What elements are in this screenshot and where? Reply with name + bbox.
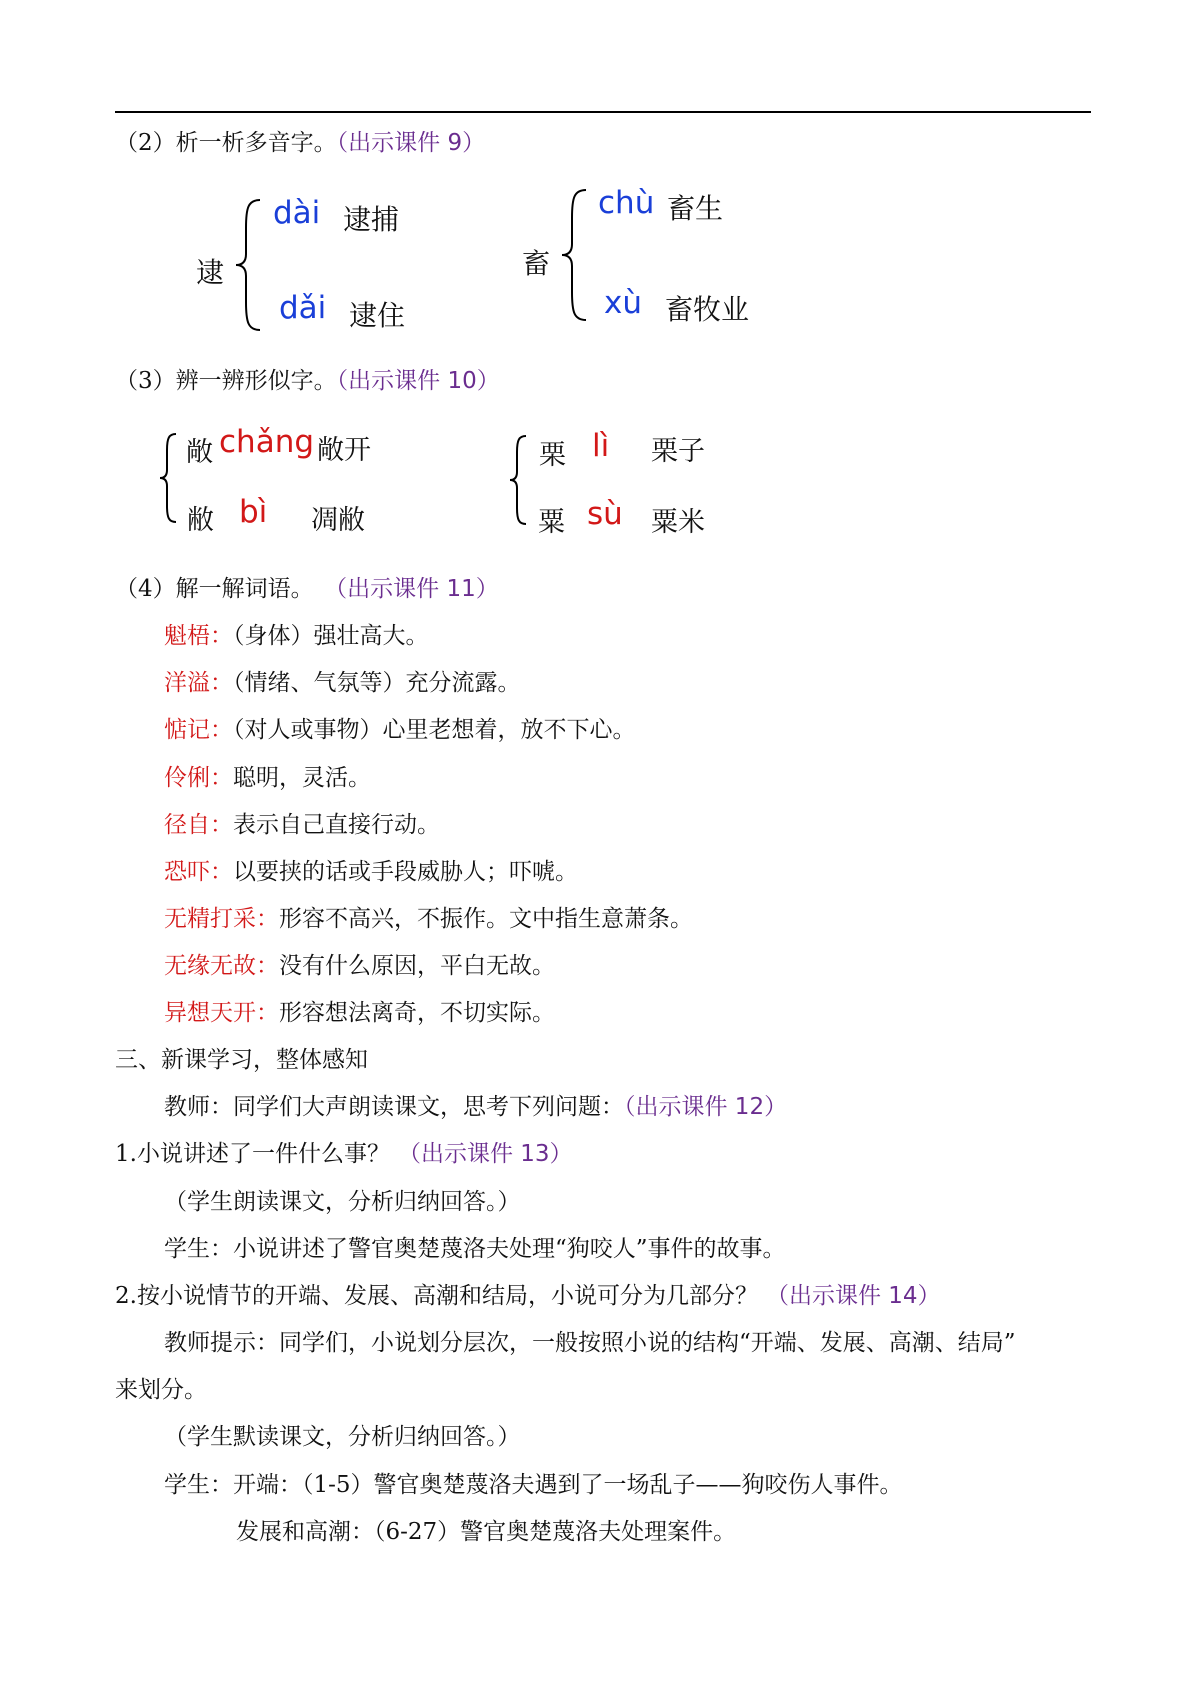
vocab-definition: 以要挟的话或手段威胁人；吓唬。	[233, 859, 578, 885]
vocab-term: 伶俐：	[164, 765, 233, 791]
section-3-title: （3）辨一辨形似字。	[115, 368, 337, 394]
vocab-definition: 表示自己直接行动。	[233, 812, 440, 838]
poly-pinyin-2a: chù	[598, 185, 655, 221]
vocab-term: 无精打采：	[164, 906, 279, 932]
question-2-text: 2.按小说情节的开端、发展、高潮和结局，小说可分为几部分？	[115, 1283, 758, 1309]
similar-word-2b: 粟米	[651, 507, 705, 538]
question-1	[115, 1135, 573, 1168]
question-1-note: （学生朗读课文，分析归纳回答。）	[164, 1189, 521, 1215]
vocab-definition: （情绪、气氛等）充分流露。	[233, 670, 521, 696]
similar-word-2a: 栗子	[651, 436, 705, 467]
vocab-item	[164, 853, 578, 886]
poly-pinyin-1a: dài	[273, 195, 321, 231]
vocab-item	[164, 664, 521, 697]
vocab-definition: 形容不高兴，不振作。文中指生意萧条。	[279, 906, 693, 932]
poly-pinyin-1b: dǎi	[279, 290, 327, 326]
teacher-prompt-ref: （出示课件 12）	[624, 1094, 788, 1120]
poly-char-2: 畜	[522, 247, 551, 280]
header-rule	[115, 111, 1091, 113]
poly-brace-2	[560, 188, 590, 322]
answer-part-2: 发展和高潮：（6-27）警官奥楚蔑洛夫处理案件。	[236, 1519, 737, 1545]
vocab-term: 恐吓：	[164, 859, 233, 885]
similar-char-2a: 栗	[539, 440, 566, 471]
vocab-term: 惦记：	[164, 717, 233, 743]
section-3-ref: （出示课件 10）	[336, 368, 500, 394]
answer-part-1: 学生：开端：（1-5）警官奥楚蔑洛夫遇到了一场乱子——狗咬伤人事件。	[164, 1472, 903, 1498]
question-1-text: 1.小说讲述了一件什么事？	[115, 1141, 390, 1167]
similar-char-1b: 敝	[187, 505, 214, 536]
poly-word-2a: 畜生	[667, 192, 724, 225]
vocab-term: 魁梧：	[164, 623, 233, 649]
section-2-heading	[115, 124, 485, 157]
similar-word-1a: 敞开	[317, 435, 371, 466]
vocab-item	[164, 947, 555, 980]
question-2-note: （学生默读课文，分析归纳回答。）	[164, 1424, 521, 1450]
vocab-definition: （身体）强壮高大。	[233, 623, 429, 649]
teacher-prompt	[164, 1088, 787, 1121]
teacher-prompt-text: 教师：同学们大声朗读课文，思考下列问题：	[164, 1094, 624, 1120]
question-1-ref: （出示课件 13）	[397, 1141, 573, 1167]
similar-brace-1	[158, 432, 180, 524]
vocab-definition: （对人或事物）心里老想着，放不下心。	[233, 717, 636, 743]
similar-word-1b: 凋敝	[311, 505, 365, 536]
similar-char-2b: 粟	[538, 507, 565, 538]
vocab-item	[164, 900, 693, 933]
similar-pinyin-2a: lì	[592, 428, 610, 464]
teacher-hint-line-1: 教师提示：同学们，小说划分层次，一般按照小说的结构“开端、发展、高潮、结局”	[164, 1330, 1016, 1356]
vocab-item	[164, 806, 440, 839]
similar-char-1a: 敞	[186, 437, 213, 468]
vocab-term: 无缘无故：	[164, 953, 279, 979]
vocab-definition: 没有什么原因，平白无故。	[279, 953, 555, 979]
vocab-definition: 聪明，灵活。	[233, 765, 371, 791]
section-2-ref: （出示课件 9）	[336, 130, 486, 156]
vocab-term: 异想天开：	[164, 1000, 279, 1026]
section-4-heading	[115, 570, 499, 603]
vocab-term: 径自：	[164, 812, 233, 838]
poly-word-1b: 逮住	[349, 299, 406, 332]
similar-pinyin-2b: sù	[587, 496, 623, 532]
question-2	[115, 1277, 941, 1310]
section-4-ref: （出示课件 11）	[335, 576, 499, 602]
vocab-item	[164, 759, 371, 792]
vocab-item	[164, 711, 636, 744]
similar-pinyin-1b: bì	[239, 494, 268, 530]
vocab-item	[164, 994, 555, 1027]
question-1-answer: 学生：小说讲述了警官奥楚蔑洛夫处理“狗咬人”事件的故事。	[164, 1236, 786, 1262]
teacher-hint-line-2: 来划分。	[115, 1377, 207, 1403]
section-3-heading	[115, 362, 500, 395]
vocab-item	[164, 617, 429, 650]
vocab-definition: 形容想法离奇，不切实际。	[279, 1000, 555, 1026]
vocab-term: 洋溢：	[164, 670, 233, 696]
question-2-ref: （出示课件 14）	[765, 1283, 941, 1309]
poly-word-2b: 畜牧业	[665, 293, 750, 326]
poly-brace-1	[234, 198, 264, 332]
poly-char-1: 逮	[196, 256, 225, 289]
section-2-title: （2）析一析多音字。	[115, 130, 337, 156]
part-3-heading: 三、新课学习，整体感知	[115, 1047, 368, 1073]
similar-pinyin-1a: chǎng	[219, 424, 315, 460]
poly-pinyin-2b: xù	[604, 285, 642, 321]
poly-word-1a: 逮捕	[343, 203, 400, 236]
section-4-title: （4）解一解词语。	[115, 576, 314, 602]
similar-brace-2	[508, 434, 530, 526]
